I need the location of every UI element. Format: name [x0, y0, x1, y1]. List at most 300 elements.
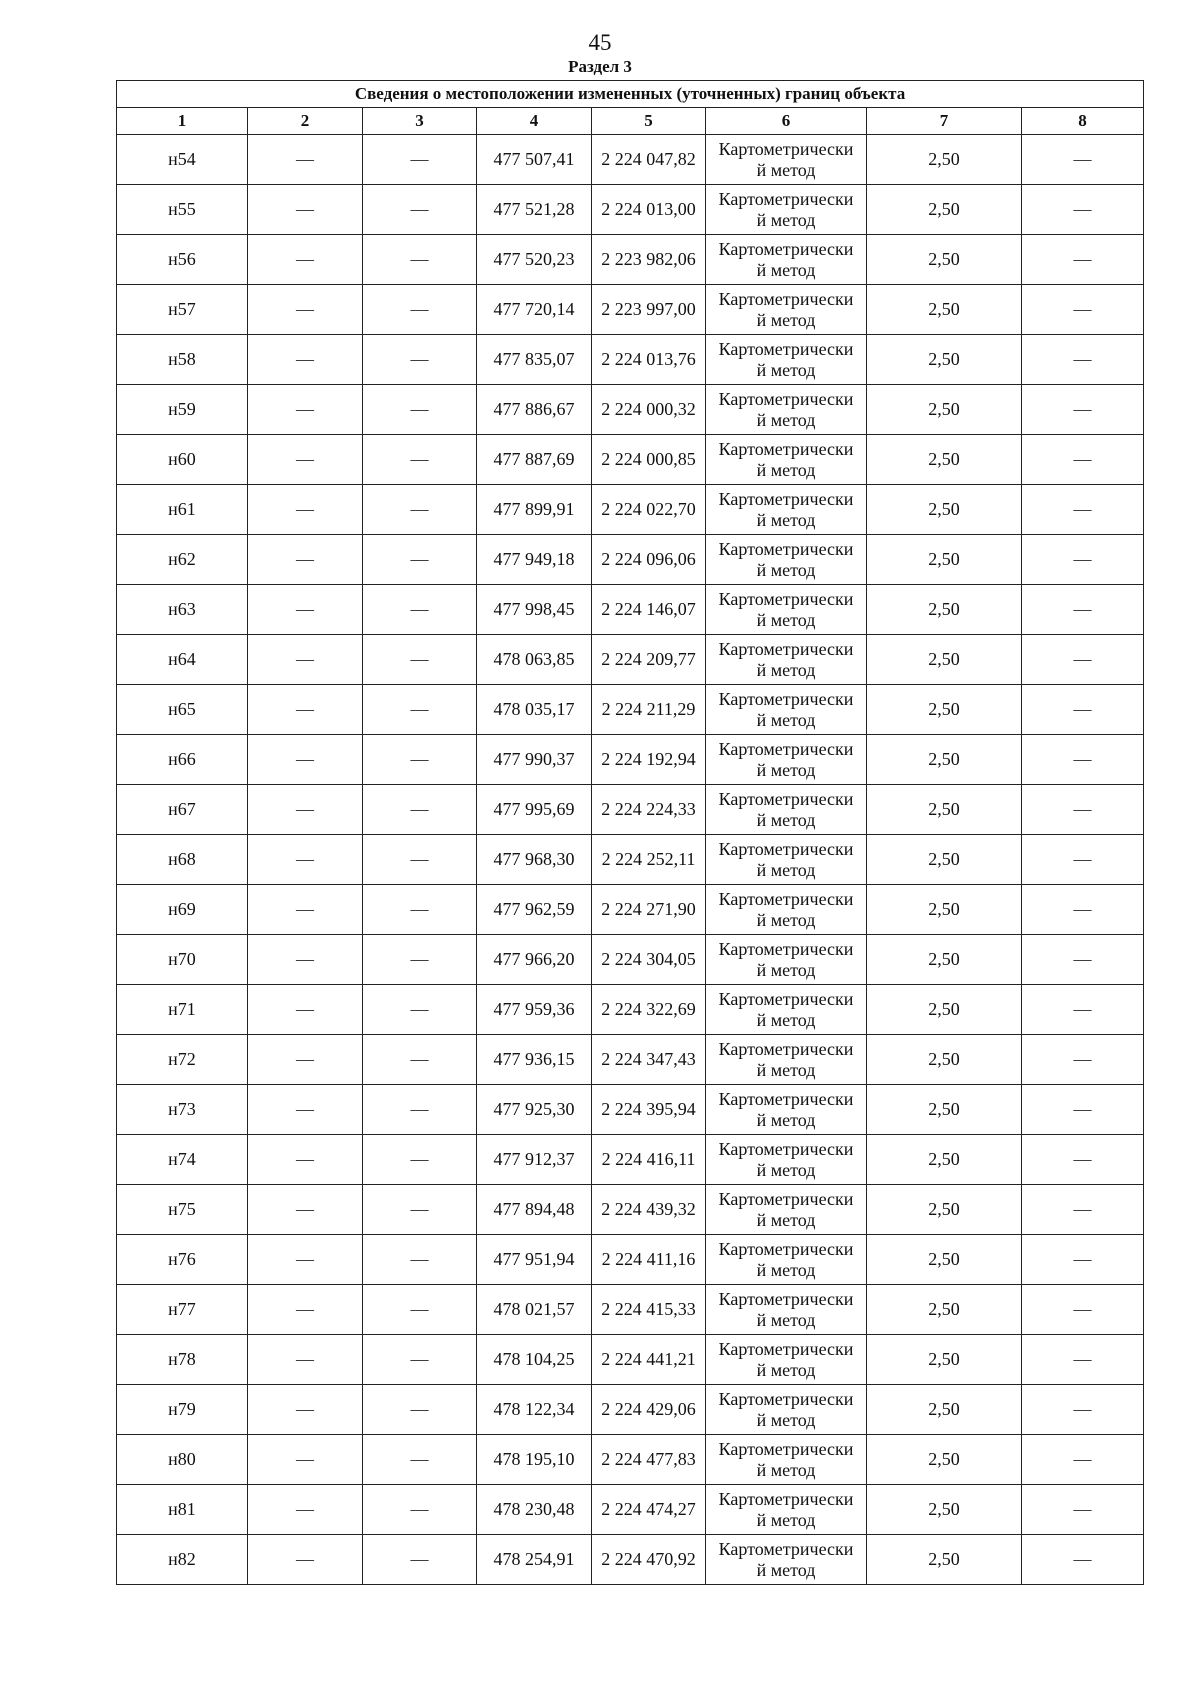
x-coordinate-cell: 477 966,20	[477, 935, 592, 985]
method-cell	[706, 635, 867, 685]
method-cell	[706, 385, 867, 435]
method-line-1: Картометрически	[718, 1188, 854, 1209]
column-8-cell: —	[1022, 885, 1144, 935]
table-row	[117, 335, 1144, 385]
x-coordinate-cell: 477 968,30	[477, 835, 592, 885]
y-coordinate-cell: 2 224 000,85	[592, 435, 706, 485]
method-line-2: й метод	[756, 1459, 816, 1480]
column-number: 1	[117, 108, 248, 135]
method-line-1: Картометрически	[718, 1488, 854, 1509]
method-line-2: й метод	[756, 659, 816, 680]
method-line-2: й метод	[756, 859, 816, 880]
x-coordinate-cell: 477 959,36	[477, 985, 592, 1035]
point-id-cell: н67	[117, 785, 248, 835]
method-line-2: й метод	[756, 409, 816, 430]
y-coordinate-cell: 2 224 013,76	[592, 335, 706, 385]
point-id-cell: н70	[117, 935, 248, 985]
method-line-1: Картометрически	[718, 1038, 854, 1059]
y-coordinate-cell: 2 224 441,21	[592, 1335, 706, 1385]
column-3-cell: —	[363, 1185, 477, 1235]
column-3-cell: —	[363, 635, 477, 685]
accuracy-cell: 2,50	[867, 785, 1022, 835]
accuracy-cell: 2,50	[867, 1435, 1022, 1485]
column-2-cell: —	[248, 1185, 363, 1235]
y-coordinate-cell: 2 224 322,69	[592, 985, 706, 1035]
table-row	[117, 235, 1144, 285]
column-8-cell: —	[1022, 635, 1144, 685]
column-2-cell: —	[248, 1535, 363, 1585]
method-line-2: й метод	[756, 1259, 816, 1280]
column-8-cell: —	[1022, 235, 1144, 285]
method-cell	[706, 535, 867, 585]
method-line-2: й метод	[756, 1409, 816, 1430]
point-id-cell: н82	[117, 1535, 248, 1585]
accuracy-cell: 2,50	[867, 185, 1022, 235]
x-coordinate-cell: 477 886,67	[477, 385, 592, 435]
column-3-cell: —	[363, 1235, 477, 1285]
x-coordinate-cell: 477 507,41	[477, 135, 592, 185]
accuracy-cell: 2,50	[867, 585, 1022, 635]
accuracy-cell: 2,50	[867, 1235, 1022, 1285]
column-2-cell: —	[248, 1235, 363, 1285]
method-line-1: Картометрически	[718, 738, 854, 759]
method-line-2: й метод	[756, 1009, 816, 1030]
column-8-cell: —	[1022, 1035, 1144, 1085]
y-coordinate-cell: 2 224 477,83	[592, 1435, 706, 1485]
column-3-cell: —	[363, 535, 477, 585]
point-id-cell: н56	[117, 235, 248, 285]
boundary-table	[116, 80, 1144, 1585]
method-cell	[706, 1285, 867, 1335]
table-row	[117, 1485, 1144, 1535]
column-2-cell: —	[248, 1485, 363, 1535]
table-row	[117, 985, 1144, 1035]
point-id-cell: н80	[117, 1435, 248, 1485]
accuracy-cell: 2,50	[867, 235, 1022, 285]
column-3-cell: —	[363, 1435, 477, 1485]
point-id-cell: н58	[117, 335, 248, 385]
column-2-cell: —	[248, 835, 363, 885]
table-row	[117, 635, 1144, 685]
x-coordinate-cell: 477 962,59	[477, 885, 592, 935]
column-8-cell: —	[1022, 735, 1144, 785]
column-2-cell: —	[248, 485, 363, 535]
column-3-cell: —	[363, 1535, 477, 1585]
method-cell	[706, 1385, 867, 1435]
method-cell	[706, 1035, 867, 1085]
table-row	[117, 1535, 1144, 1585]
y-coordinate-cell: 2 224 470,92	[592, 1535, 706, 1585]
point-id-cell: н60	[117, 435, 248, 485]
column-2-cell: —	[248, 435, 363, 485]
table-row	[117, 1435, 1144, 1485]
accuracy-cell: 2,50	[867, 385, 1022, 435]
accuracy-cell: 2,50	[867, 335, 1022, 385]
column-8-cell: —	[1022, 785, 1144, 835]
method-cell	[706, 235, 867, 285]
method-cell	[706, 185, 867, 235]
point-id-cell: н63	[117, 585, 248, 635]
y-coordinate-cell: 2 224 047,82	[592, 135, 706, 185]
table-row	[117, 1235, 1144, 1285]
method-cell	[706, 1485, 867, 1535]
column-2-cell: —	[248, 1135, 363, 1185]
x-coordinate-cell: 478 122,34	[477, 1385, 592, 1435]
column-8-cell: —	[1022, 1535, 1144, 1585]
method-line-1: Картометрически	[718, 1438, 854, 1459]
page-number: 45	[588, 30, 612, 55]
column-8-cell: —	[1022, 1435, 1144, 1485]
accuracy-cell: 2,50	[867, 135, 1022, 185]
column-2-cell: —	[248, 335, 363, 385]
table-row	[117, 435, 1144, 485]
y-coordinate-cell: 2 224 429,06	[592, 1385, 706, 1435]
table-row	[117, 585, 1144, 635]
method-line-1: Картометрически	[718, 938, 854, 959]
method-line-2: й метод	[756, 1059, 816, 1080]
y-coordinate-cell: 2 224 013,00	[592, 185, 706, 235]
method-line-2: й метод	[756, 1559, 816, 1580]
point-id-cell: н64	[117, 635, 248, 685]
method-line-1: Картометрически	[718, 338, 854, 359]
x-coordinate-cell: 477 894,48	[477, 1185, 592, 1235]
point-id-cell: н71	[117, 985, 248, 1035]
column-8-cell: —	[1022, 185, 1144, 235]
y-coordinate-cell: 2 223 982,06	[592, 235, 706, 285]
method-line-2: й метод	[756, 559, 816, 580]
column-2-cell: —	[248, 235, 363, 285]
method-cell	[706, 335, 867, 385]
table-row	[117, 1085, 1144, 1135]
column-8-cell: —	[1022, 1485, 1144, 1535]
table-row	[117, 135, 1144, 185]
method-line-1: Картометрически	[718, 588, 854, 609]
y-coordinate-cell: 2 224 411,16	[592, 1235, 706, 1285]
column-2-cell: —	[248, 985, 363, 1035]
y-coordinate-cell: 2 223 997,00	[592, 285, 706, 335]
column-2-cell: —	[248, 185, 363, 235]
point-id-cell: н61	[117, 485, 248, 535]
x-coordinate-cell: 478 104,25	[477, 1335, 592, 1385]
method-cell	[706, 435, 867, 485]
y-coordinate-cell: 2 224 224,33	[592, 785, 706, 835]
accuracy-cell: 2,50	[867, 1035, 1022, 1085]
method-line-1: Картометрически	[718, 1238, 854, 1259]
column-8-cell: —	[1022, 685, 1144, 735]
x-coordinate-cell: 478 195,10	[477, 1435, 592, 1485]
column-2-cell: —	[248, 685, 363, 735]
x-coordinate-cell: 477 995,69	[477, 785, 592, 835]
column-3-cell: —	[363, 185, 477, 235]
method-line-2: й метод	[756, 459, 816, 480]
method-line-2: й метод	[756, 1159, 816, 1180]
column-2-cell: —	[248, 535, 363, 585]
column-8-cell: —	[1022, 385, 1144, 435]
method-line-1: Картометрически	[718, 1138, 854, 1159]
method-cell	[706, 585, 867, 635]
method-cell	[706, 1335, 867, 1385]
column-3-cell: —	[363, 1285, 477, 1335]
column-8-cell: —	[1022, 135, 1144, 185]
column-3-cell: —	[363, 1385, 477, 1435]
point-id-cell: н81	[117, 1485, 248, 1535]
point-id-cell: н79	[117, 1385, 248, 1435]
method-line-2: й метод	[756, 309, 816, 330]
x-coordinate-cell: 477 835,07	[477, 335, 592, 385]
y-coordinate-cell: 2 224 000,32	[592, 385, 706, 435]
point-id-cell: н69	[117, 885, 248, 935]
column-3-cell: —	[363, 685, 477, 735]
point-id-cell: н73	[117, 1085, 248, 1135]
table-row	[117, 1385, 1144, 1435]
table-row	[117, 535, 1144, 585]
method-line-2: й метод	[756, 209, 816, 230]
column-3-cell: —	[363, 785, 477, 835]
accuracy-cell: 2,50	[867, 735, 1022, 785]
accuracy-cell: 2,50	[867, 1485, 1022, 1535]
point-id-cell: н76	[117, 1235, 248, 1285]
column-3-cell: —	[363, 135, 477, 185]
column-3-cell: —	[363, 1085, 477, 1135]
point-id-cell: н72	[117, 1035, 248, 1085]
table-row	[117, 1135, 1144, 1185]
x-coordinate-cell: 478 035,17	[477, 685, 592, 735]
column-8-cell: —	[1022, 335, 1144, 385]
column-8-cell: —	[1022, 1085, 1144, 1135]
method-cell	[706, 1235, 867, 1285]
x-coordinate-cell: 477 912,37	[477, 1135, 592, 1185]
method-cell	[706, 885, 867, 935]
x-coordinate-cell: 477 990,37	[477, 735, 592, 785]
method-line-1: Картометрически	[718, 1288, 854, 1309]
table-row	[117, 885, 1144, 935]
accuracy-cell: 2,50	[867, 885, 1022, 935]
column-number-row	[117, 108, 1144, 135]
x-coordinate-cell: 477 720,14	[477, 285, 592, 335]
accuracy-cell: 2,50	[867, 935, 1022, 985]
x-coordinate-cell: 478 254,91	[477, 1535, 592, 1585]
column-3-cell: —	[363, 585, 477, 635]
table-row	[117, 1035, 1144, 1085]
method-cell	[706, 985, 867, 1035]
column-2-cell: —	[248, 285, 363, 335]
accuracy-cell: 2,50	[867, 1285, 1022, 1335]
accuracy-cell: 2,50	[867, 1085, 1022, 1135]
table-row	[117, 385, 1144, 435]
method-line-1: Картометрически	[718, 988, 854, 1009]
point-id-cell: н62	[117, 535, 248, 585]
method-line-2: й метод	[756, 759, 816, 780]
column-3-cell: —	[363, 485, 477, 535]
x-coordinate-cell: 478 021,57	[477, 1285, 592, 1335]
column-8-cell: —	[1022, 1235, 1144, 1285]
method-line-1: Картометрически	[718, 238, 854, 259]
y-coordinate-cell: 2 224 271,90	[592, 885, 706, 935]
method-cell	[706, 785, 867, 835]
x-coordinate-cell: 477 949,18	[477, 535, 592, 585]
method-line-1: Картометрически	[718, 1538, 854, 1559]
table-row	[117, 1185, 1144, 1235]
table-row	[117, 785, 1144, 835]
point-id-cell: н66	[117, 735, 248, 785]
method-line-2: й метод	[756, 259, 816, 280]
method-line-1: Картометрически	[718, 638, 854, 659]
y-coordinate-cell: 2 224 209,77	[592, 635, 706, 685]
accuracy-cell: 2,50	[867, 535, 1022, 585]
column-8-cell: —	[1022, 485, 1144, 535]
column-number: 3	[363, 108, 477, 135]
method-line-2: й метод	[756, 1209, 816, 1230]
column-2-cell: —	[248, 135, 363, 185]
method-line-1: Картометрически	[718, 838, 854, 859]
method-cell	[706, 1185, 867, 1235]
column-2-cell: —	[248, 1385, 363, 1435]
method-line-1: Картометрически	[718, 388, 854, 409]
method-line-1: Картометрически	[718, 188, 854, 209]
table-row	[117, 1335, 1144, 1385]
accuracy-cell: 2,50	[867, 1385, 1022, 1435]
column-2-cell: —	[248, 1085, 363, 1135]
x-coordinate-cell: 477 936,15	[477, 1035, 592, 1085]
accuracy-cell: 2,50	[867, 835, 1022, 885]
column-2-cell: —	[248, 635, 363, 685]
table-row	[117, 685, 1144, 735]
x-coordinate-cell: 478 063,85	[477, 635, 592, 685]
table-row	[117, 935, 1144, 985]
y-coordinate-cell: 2 224 192,94	[592, 735, 706, 785]
method-cell	[706, 1135, 867, 1185]
x-coordinate-cell: 477 998,45	[477, 585, 592, 635]
column-2-cell: —	[248, 735, 363, 785]
x-coordinate-cell: 478 230,48	[477, 1485, 592, 1535]
table-row	[117, 735, 1144, 785]
column-8-cell: —	[1022, 585, 1144, 635]
method-line-2: й метод	[756, 509, 816, 530]
column-3-cell: —	[363, 935, 477, 985]
column-8-cell: —	[1022, 1185, 1144, 1235]
point-id-cell: н77	[117, 1285, 248, 1335]
column-3-cell: —	[363, 335, 477, 385]
method-cell	[706, 1435, 867, 1485]
method-cell	[706, 1085, 867, 1135]
method-cell	[706, 835, 867, 885]
method-line-1: Картометрически	[718, 1388, 854, 1409]
method-line-1: Картометрически	[718, 288, 854, 309]
column-number: 7	[867, 108, 1022, 135]
accuracy-cell: 2,50	[867, 1535, 1022, 1585]
method-line-2: й метод	[756, 1309, 816, 1330]
column-8-cell: —	[1022, 985, 1144, 1035]
column-2-cell: —	[248, 1035, 363, 1085]
column-3-cell: —	[363, 735, 477, 785]
y-coordinate-cell: 2 224 415,33	[592, 1285, 706, 1335]
table-row	[117, 485, 1144, 535]
point-id-cell: н59	[117, 385, 248, 435]
method-line-2: й метод	[756, 1509, 816, 1530]
accuracy-cell: 2,50	[867, 1185, 1022, 1235]
column-number: 6	[706, 108, 867, 135]
column-number: 8	[1022, 108, 1144, 135]
y-coordinate-cell: 2 224 146,07	[592, 585, 706, 635]
y-coordinate-cell: 2 224 395,94	[592, 1085, 706, 1135]
accuracy-cell: 2,50	[867, 1335, 1022, 1385]
column-3-cell: —	[363, 835, 477, 885]
method-line-1: Картометрически	[718, 1088, 854, 1109]
x-coordinate-cell: 477 520,23	[477, 235, 592, 285]
table-row	[117, 1285, 1144, 1335]
point-id-cell: н78	[117, 1335, 248, 1385]
column-8-cell: —	[1022, 1385, 1144, 1435]
method-line-2: й метод	[756, 709, 816, 730]
method-line-2: й метод	[756, 909, 816, 930]
column-3-cell: —	[363, 235, 477, 285]
point-id-cell: н75	[117, 1185, 248, 1235]
accuracy-cell: 2,50	[867, 1135, 1022, 1185]
x-coordinate-cell: 477 925,30	[477, 1085, 592, 1135]
point-id-cell: н74	[117, 1135, 248, 1185]
method-line-2: й метод	[756, 1109, 816, 1130]
accuracy-cell: 2,50	[867, 435, 1022, 485]
x-coordinate-cell: 477 887,69	[477, 435, 592, 485]
column-8-cell: —	[1022, 1135, 1144, 1185]
column-2-cell: —	[248, 585, 363, 635]
column-3-cell: —	[363, 885, 477, 935]
y-coordinate-cell: 2 224 347,43	[592, 1035, 706, 1085]
column-3-cell: —	[363, 385, 477, 435]
column-3-cell: —	[363, 1485, 477, 1535]
column-3-cell: —	[363, 435, 477, 485]
column-2-cell: —	[248, 885, 363, 935]
method-line-1: Картометрически	[718, 488, 854, 509]
y-coordinate-cell: 2 224 096,06	[592, 535, 706, 585]
method-line-1: Картометрически	[718, 438, 854, 459]
section-title: Раздел 3	[568, 57, 632, 76]
accuracy-cell: 2,50	[867, 285, 1022, 335]
method-line-2: й метод	[756, 359, 816, 380]
method-cell	[706, 135, 867, 185]
point-id-cell: н65	[117, 685, 248, 735]
column-2-cell: —	[248, 1435, 363, 1485]
method-line-1: Картометрически	[718, 1338, 854, 1359]
method-line-2: й метод	[756, 809, 816, 830]
method-line-2: й метод	[756, 609, 816, 630]
point-id-cell: н55	[117, 185, 248, 235]
x-coordinate-cell: 477 521,28	[477, 185, 592, 235]
column-number: 2	[248, 108, 363, 135]
column-8-cell: —	[1022, 1335, 1144, 1385]
point-id-cell: н68	[117, 835, 248, 885]
column-2-cell: —	[248, 1285, 363, 1335]
method-line-1: Картометрически	[718, 138, 854, 159]
column-8-cell: —	[1022, 435, 1144, 485]
table-row	[117, 185, 1144, 235]
column-3-cell: —	[363, 1035, 477, 1085]
method-line-2: й метод	[756, 959, 816, 980]
table-caption: Сведения о местоположении измененных (уточненных) границ объекта	[117, 81, 1144, 108]
column-3-cell: —	[363, 1335, 477, 1385]
column-8-cell: —	[1022, 935, 1144, 985]
method-line-2: й метод	[756, 159, 816, 180]
method-cell	[706, 935, 867, 985]
y-coordinate-cell: 2 224 416,11	[592, 1135, 706, 1185]
table-row	[117, 285, 1144, 335]
column-number: 5	[592, 108, 706, 135]
y-coordinate-cell: 2 224 304,05	[592, 935, 706, 985]
column-2-cell: —	[248, 935, 363, 985]
method-cell	[706, 285, 867, 335]
column-3-cell: —	[363, 985, 477, 1035]
method-line-1: Картометрически	[718, 538, 854, 559]
